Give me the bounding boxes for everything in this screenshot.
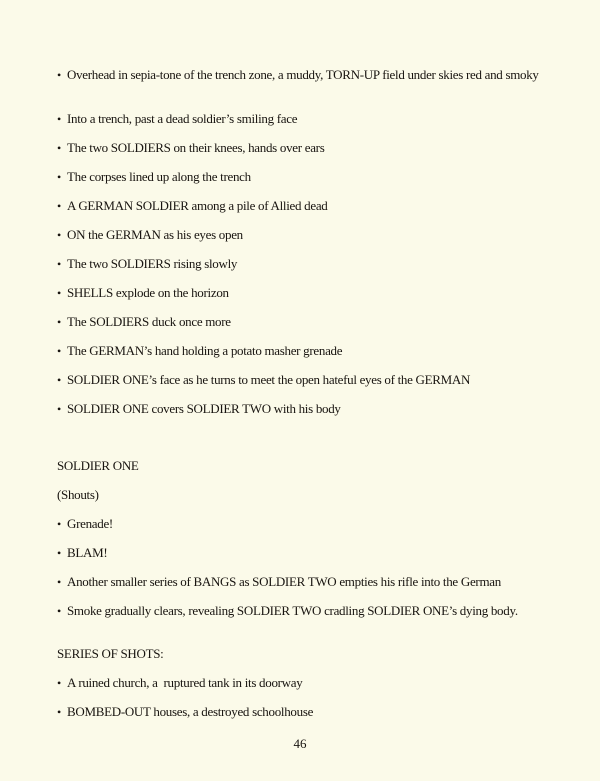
bullet-text: ON the GERMAN as his eyes open: [67, 227, 243, 242]
page-number: 46: [293, 736, 307, 751]
bullet-line: [57, 516, 562, 532]
bullet-text: SOLDIER ONE covers SOLDIER TWO with his body: [67, 401, 341, 416]
bullet-line: [57, 545, 562, 561]
bullet-line: [57, 343, 562, 359]
bullet-icon: •: [57, 344, 62, 358]
bullet-text: BLAM!: [67, 545, 108, 560]
bullet-line: [57, 704, 562, 720]
bullet-text: A ruined church, a ruptured tank in its doorway: [67, 675, 303, 690]
parenthetical-text: (Shouts): [57, 487, 99, 502]
character-name-text: SOLDIER ONE: [57, 458, 139, 473]
bullet-text: Into a trench, past a dead soldier’s smiling face: [67, 111, 298, 126]
bullet-text: BOMBED-OUT houses, a destroyed schoolhouse: [67, 704, 314, 719]
bullet-text: The corpses lined up along the trench: [67, 169, 251, 184]
parenthetical: [57, 487, 562, 503]
bullet-line: [57, 603, 562, 619]
character-name: [57, 458, 562, 474]
bullet-line: [57, 111, 562, 127]
bullet-icon: •: [57, 373, 62, 387]
bullet-line: [57, 198, 562, 214]
bullet-icon: •: [57, 676, 62, 690]
bullet-icon: •: [57, 199, 62, 213]
bullet-text: Smoke gradually clears, revealing SOLDIER TWO cradling SOLDIER ONE’s dying body.: [67, 603, 518, 618]
bullet-line: [57, 227, 562, 243]
bullet-icon: •: [57, 257, 62, 271]
slugline: [57, 646, 562, 662]
bullet-icon: •: [57, 112, 62, 126]
bullet-line: [57, 372, 562, 388]
bullet-icon: •: [57, 604, 62, 618]
bullet-icon: •: [57, 286, 62, 300]
bullet-line: [57, 401, 562, 417]
bullet-text: A GERMAN SOLDIER among a pile of Allied dead: [67, 198, 328, 213]
bullet-icon: •: [57, 170, 62, 184]
bullet-icon: •: [57, 402, 62, 416]
bullet-text: The two SOLDIERS on their knees, hands over ears: [67, 140, 325, 155]
bullet-text: SOLDIER ONE’s face as he turns to meet the open hateful eyes of the GERMAN: [67, 372, 471, 387]
bullet-text: The GERMAN’s hand holding a potato masher grenade: [67, 343, 343, 358]
bullet-line: [57, 169, 562, 185]
bullet-line: [57, 285, 562, 301]
bullet-text: Grenade!: [67, 516, 113, 531]
bullet-icon: •: [57, 705, 62, 719]
bullet-icon: •: [57, 575, 62, 589]
bullet-text: Overhead in sepia-tone of the trench zone, a muddy, TORN-UP field under skies red and smoky: [67, 67, 539, 82]
bullet-text: The two SOLDIERS rising slowly: [67, 256, 238, 271]
bullet-text: SHELLS explode on the horizon: [67, 285, 229, 300]
bullet-icon: •: [57, 315, 62, 329]
bullet-line: [57, 256, 562, 272]
bullet-icon: •: [57, 68, 62, 82]
bullet-line: [57, 314, 562, 330]
bullet-line: [57, 675, 562, 691]
bullet-text: The SOLDIERS duck once more: [67, 314, 231, 329]
bullet-line: [57, 574, 562, 590]
slugline-text: SERIES OF SHOTS:: [57, 646, 164, 661]
bullet-line: [57, 140, 562, 156]
bullet-text: Another smaller series of BANGS as SOLDIER TWO empties his rifle into the German: [67, 574, 501, 589]
bullet-icon: •: [57, 141, 62, 155]
bullet-icon: •: [57, 546, 62, 560]
bullet-line: [57, 67, 562, 83]
bullet-icon: •: [57, 228, 62, 242]
bullet-icon: •: [57, 517, 62, 531]
